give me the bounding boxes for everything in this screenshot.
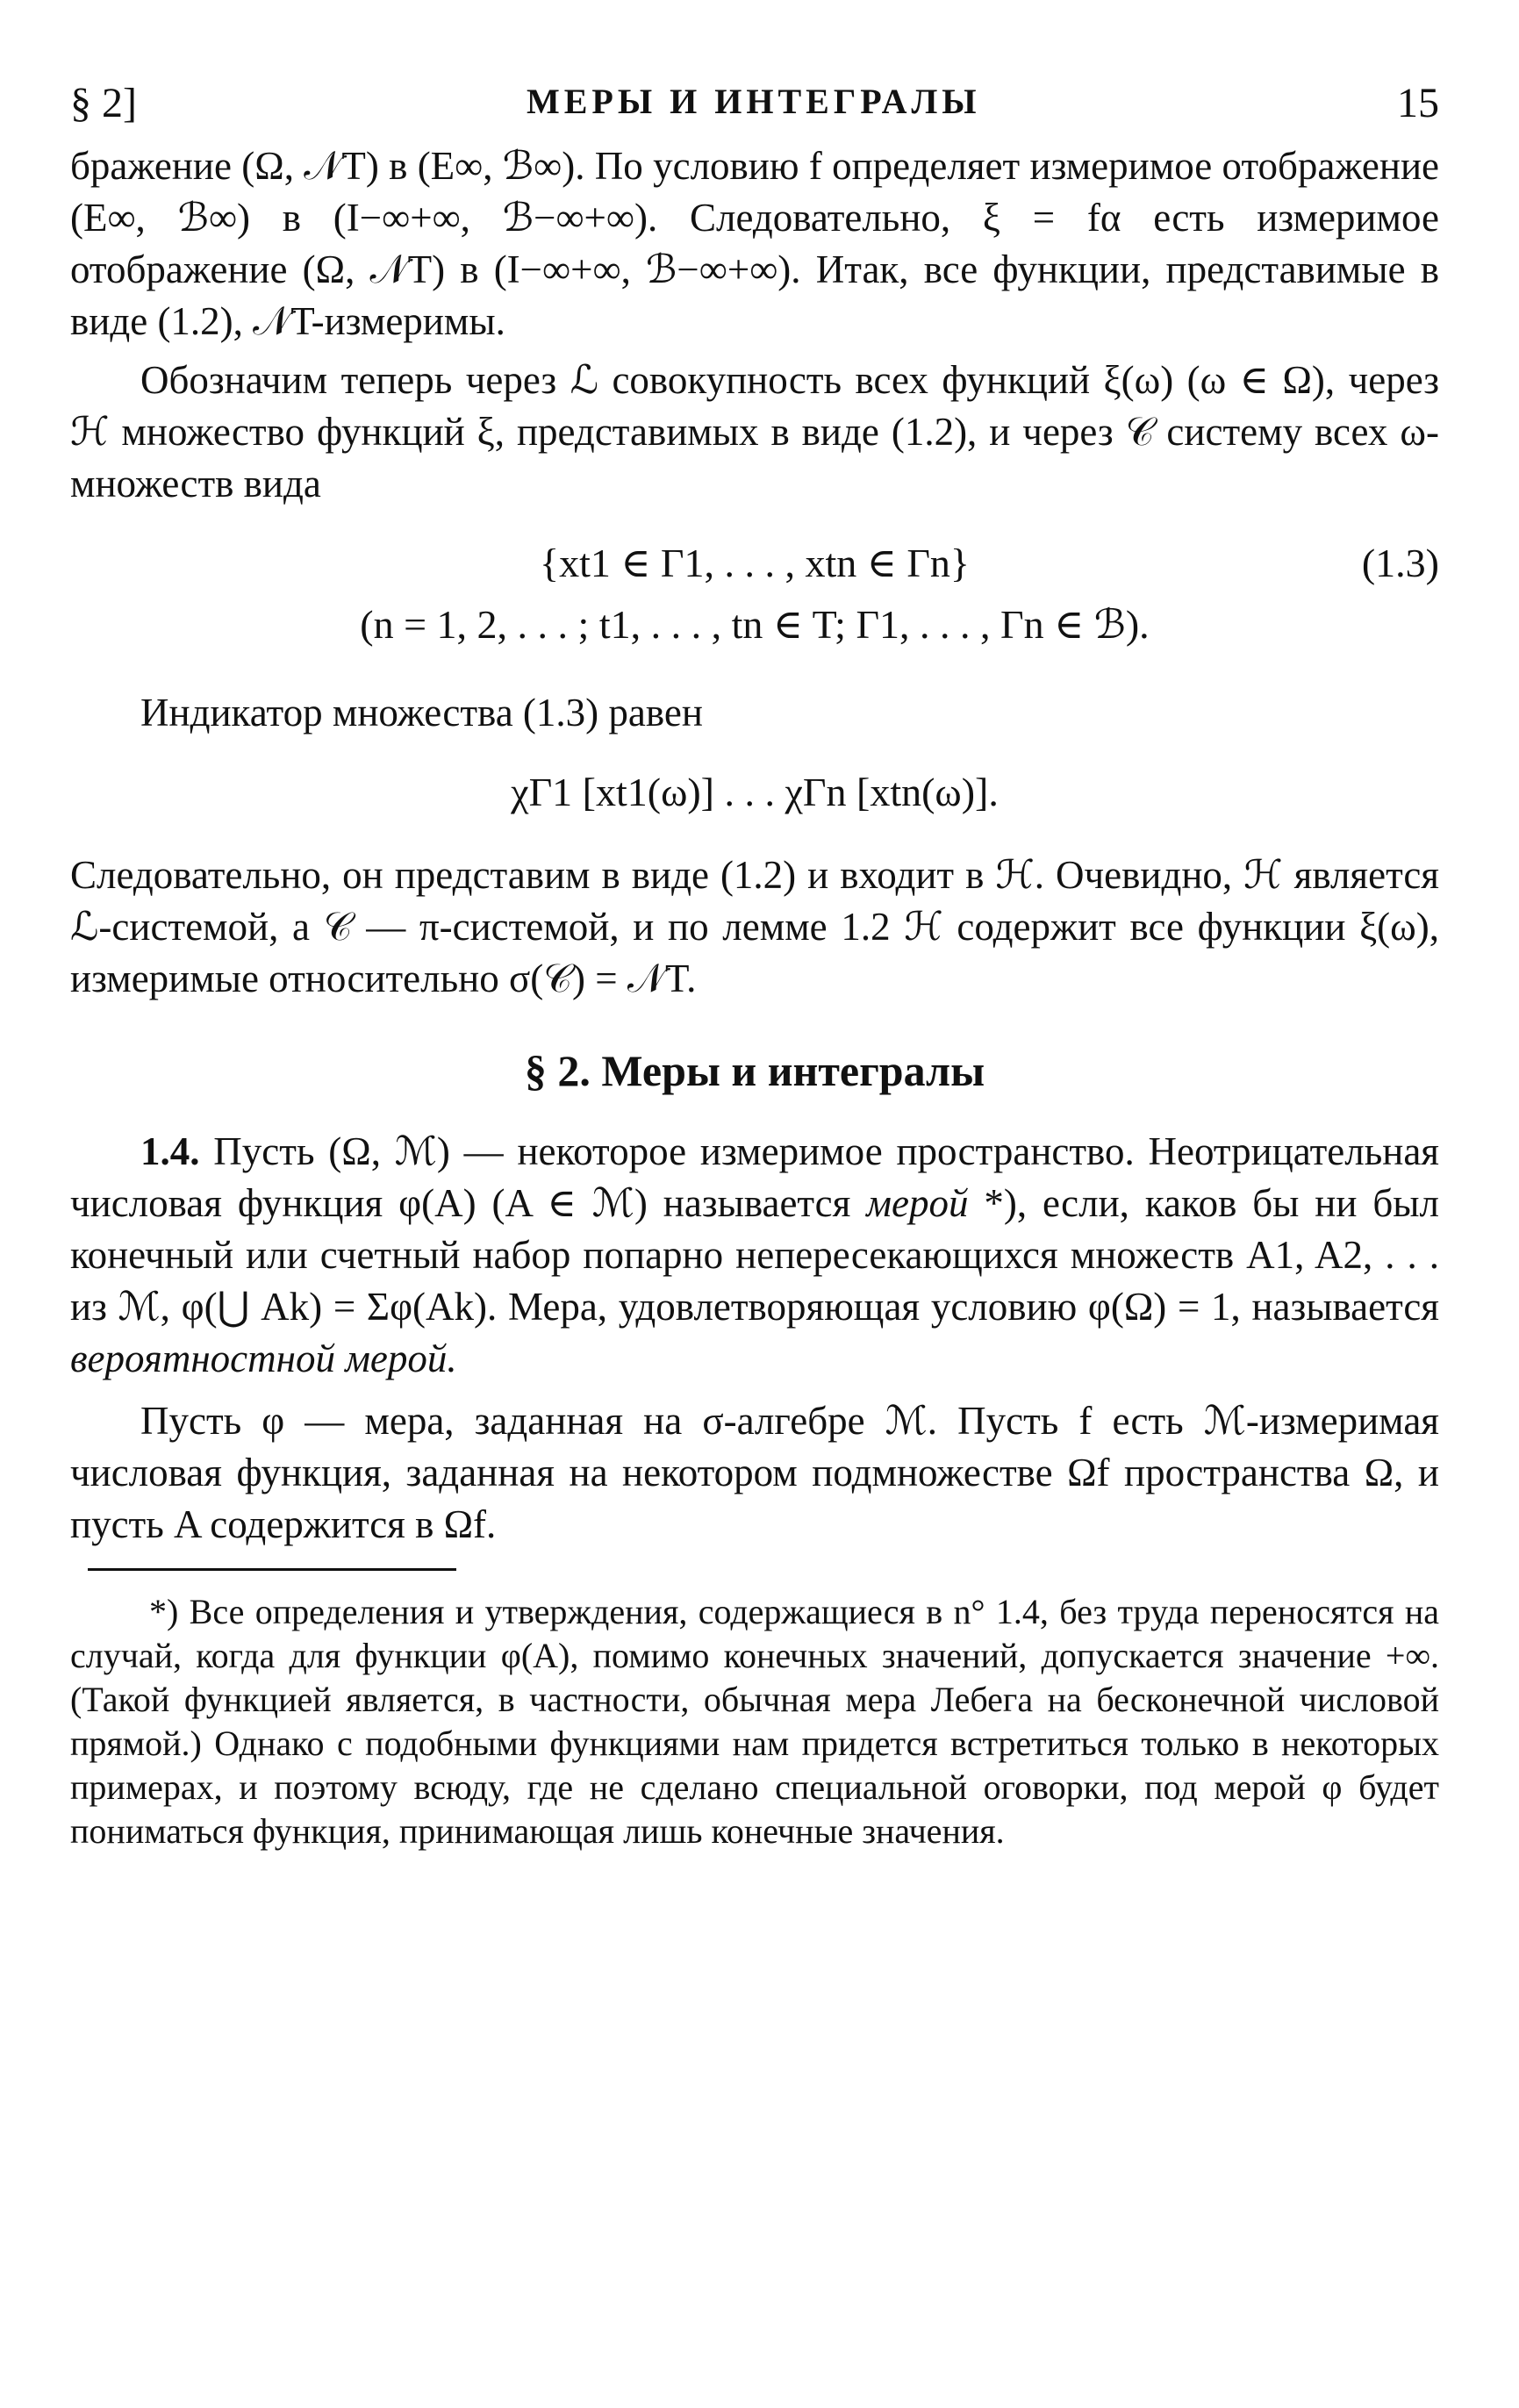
- paragraph-1: бражение (Ω, 𝒩T) в (E∞, ℬ∞). По условию f определяет измеримое отображение (E∞, ℬ∞) в (I−∞+∞, ℬ−∞+∞). Следовательно, ξ = fα есть измеримое отображение (Ω, 𝒩T) в (I−∞+∞, ℬ−∞+∞). Итак, все функции, представимые в виде (1.2), 𝒩T-измеримы.: [70, 144, 1439, 343]
- header-title: МЕРЫ И ИНТЕГРАЛЫ: [527, 82, 981, 121]
- paragraph-3: Индикатор множества (1.3) равен: [140, 691, 703, 735]
- running-header: [70, 61, 1439, 140]
- paragraph-4: Следовательно, он представим в виде (1.2) и входит в ℋ. Очевидно, ℋ является ℒ-системой, а 𝒞 — π-системой, и по лемме 1.2 ℋ содержит все функции ξ(ω), измеримые относительно σ(𝒞) = 𝒩T.: [70, 853, 1439, 1000]
- section-heading: § 2. Меры и интегралы: [524, 1046, 985, 1095]
- book-page: [70, 61, 1439, 1853]
- formula-1-3: [70, 536, 1439, 591]
- paragraph-2: Обозначим теперь через ℒ совокупность всех функций ξ(ω) (ω ∈ Ω), через ℋ множество функций ξ, представимых в виде (1.2), и через 𝒞 систему всех ω-множеств вида: [70, 358, 1439, 505]
- footnote-text: *) Все определения и утверждения, содержащиеся в n° 1.4, без труда переносятся на случай, когда для функции φ(A), помимо конечных значений, допускается значение +∞. (Такой функцией является, в частности, обычная мера Лебега на бесконечной числовой прямой.) Однако с подобными функциями нам придется встретиться только в некоторых примерах, и поэтому всюду, где не сделано специальной оговорки, под мерой φ будет пониматься функция, принимающая лишь конечные значения.: [70, 1592, 1439, 1851]
- footnote-rule: [88, 1568, 456, 1571]
- paragraph-6: Пусть φ — мера, заданная на σ-алгебре ℳ. Пусть f есть ℳ-измеримая числовая функция, заданная на некотором подмножестве Ωf пространства Ω, и пусть A содержится в Ωf.: [70, 1399, 1439, 1546]
- header-section: § 2]: [70, 80, 137, 126]
- page-number: 15: [1397, 80, 1439, 126]
- footnote: [70, 1590, 1439, 1853]
- formula-1-3-body: {xt1 ∈ Γ1, . . . , xtn ∈ Γn}: [539, 541, 970, 585]
- paragraph-5: [70, 1126, 1439, 1385]
- formula-1-3-conditions: [70, 598, 1439, 652]
- term-measure: мерой: [866, 1181, 969, 1225]
- formula-conditions: (n = 1, 2, . . . ; t1, . . . , tn ∈ T; Γ1, . . . , Γn ∈ ℬ).: [360, 602, 1150, 647]
- formula-indicator: [70, 765, 1439, 820]
- formula-number: (1.3): [1361, 541, 1439, 585]
- subsection-number: 1.4.: [140, 1129, 200, 1173]
- paragraph-5-text-a: Пусть (Ω, ℳ) — некоторое измеримое пространство. Неотрицательная числовая функция φ(A) (A ∈ ℳ) называется: [70, 1129, 1439, 1225]
- formula-indicator-body: χΓ1 [xt1(ω)] . . . χΓn [xtn(ω)].: [511, 770, 999, 814]
- paragraph-5-text-b: *), если, каков бы ни был конечный или счетный набор попарно непересекающихся множеств A1, A2, . . . из ℳ, φ(⋃ Ak) = Σφ(Ak). Мера, удовлетворяющая условию φ(Ω) = 1, называется: [70, 1181, 1439, 1329]
- term-probability-measure: вероятностной мерой.: [70, 1337, 457, 1380]
